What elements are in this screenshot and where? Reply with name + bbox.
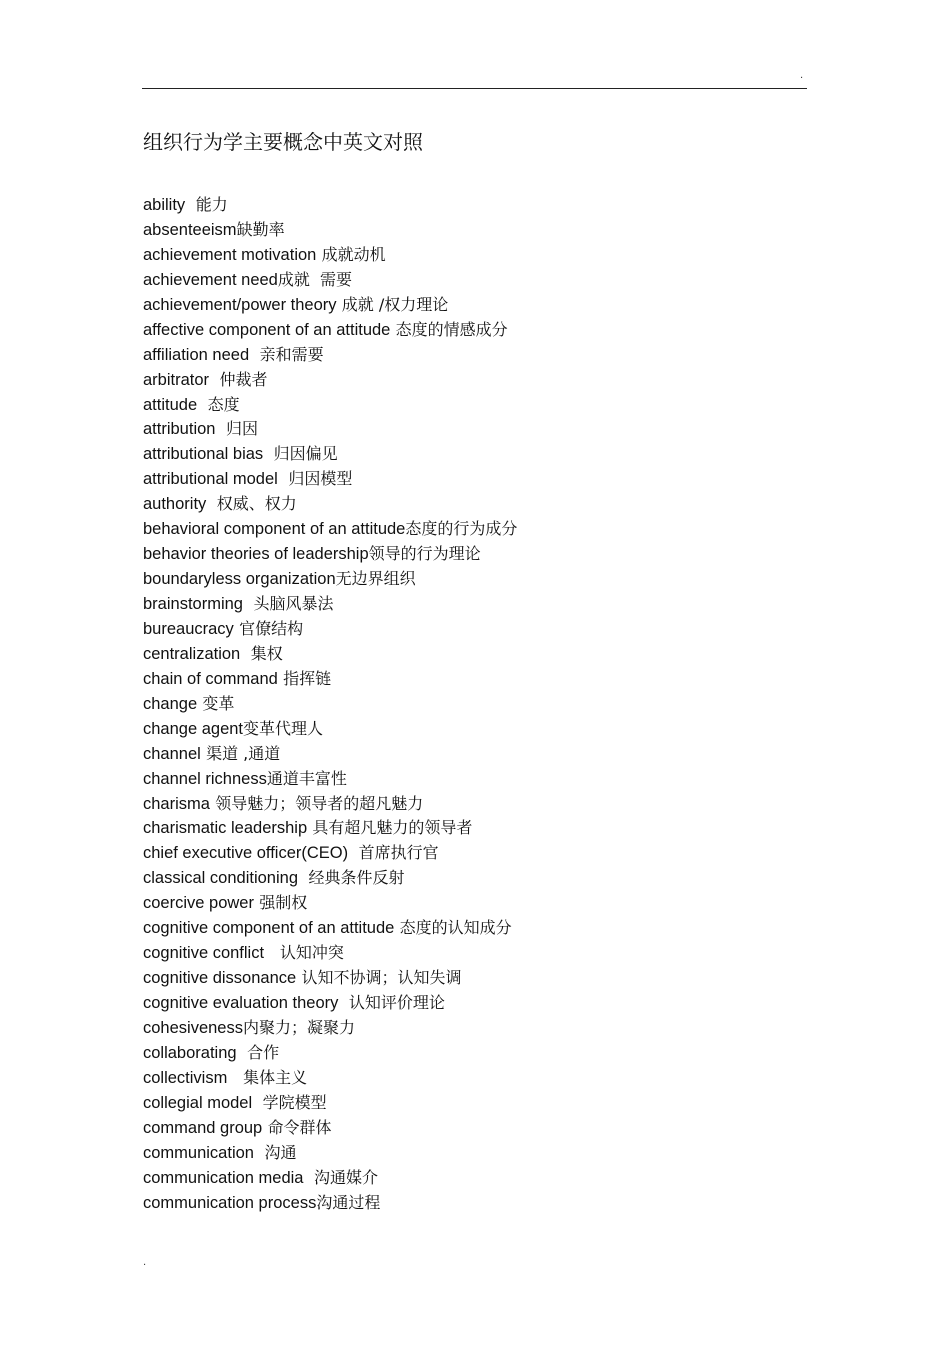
entry-translation: 合作 bbox=[247, 1042, 280, 1062]
entry-term: charismatic leadership bbox=[143, 819, 308, 838]
entry-term: cohesiveness bbox=[143, 1018, 243, 1037]
glossary-entry bbox=[143, 393, 517, 418]
entry-term: behavioral component of an attitude bbox=[143, 520, 406, 539]
glossary-entry bbox=[143, 318, 517, 343]
glossary-entry bbox=[143, 642, 517, 667]
entry-term: affective component of an attitude bbox=[143, 320, 391, 339]
glossary-entry bbox=[143, 517, 517, 542]
glossary-entry bbox=[143, 542, 517, 567]
entry-separator bbox=[197, 395, 208, 414]
header-mark: . bbox=[800, 70, 804, 81]
entry-translation: 领导的行为理论 bbox=[368, 544, 481, 564]
glossary-entry bbox=[143, 243, 517, 268]
entry-term: achievement/power theory bbox=[143, 295, 337, 314]
glossary-entry bbox=[143, 667, 517, 692]
entry-translation: 态度的认知成分 bbox=[399, 918, 512, 938]
entry-separator bbox=[263, 444, 274, 463]
entry-translation: 首席执行官 bbox=[358, 843, 439, 863]
entry-term: authority bbox=[143, 495, 207, 514]
entry-translation: 仲裁者 bbox=[219, 369, 268, 389]
entry-separator bbox=[264, 943, 280, 962]
entry-separator bbox=[304, 1168, 315, 1187]
entry-translation: 成就 /权力理论 bbox=[341, 294, 449, 314]
glossary-entry bbox=[143, 1091, 517, 1116]
entry-translation: 态度的行为成分 bbox=[405, 519, 518, 539]
glossary-entry bbox=[143, 1191, 517, 1216]
entry-translation: 变革 bbox=[202, 693, 235, 713]
entry-term: attribution bbox=[143, 420, 216, 439]
entry-separator bbox=[298, 868, 309, 887]
entry-term: communication bbox=[143, 1143, 254, 1162]
header-rule bbox=[142, 88, 807, 89]
glossary-entry bbox=[143, 717, 517, 742]
entry-term: cognitive evaluation theory bbox=[143, 994, 339, 1012]
entry-translation: 头脑风暴法 bbox=[253, 594, 334, 613]
glossary-entry bbox=[143, 467, 517, 492]
entry-separator bbox=[206, 494, 217, 513]
entry-translation: 渠道 ,通道 bbox=[206, 743, 281, 763]
entry-separator bbox=[249, 345, 260, 364]
entry-separator bbox=[240, 644, 251, 663]
entry-translation: 领导魅力；领导者的超凡魅力 bbox=[215, 793, 424, 813]
footer-mark: . bbox=[143, 1257, 147, 1268]
entry-translation: 缺勤率 bbox=[236, 219, 285, 239]
entry-term: arbitrator bbox=[143, 370, 210, 389]
entry-term: behavior theories of leadership bbox=[143, 545, 369, 564]
entry-separator bbox=[227, 1068, 243, 1087]
entry-term: ability bbox=[143, 196, 186, 214]
glossary-entry bbox=[143, 592, 517, 617]
glossary-entry bbox=[143, 1041, 517, 1066]
entry-translation: 归因模型 bbox=[288, 469, 353, 489]
glossary-entry bbox=[143, 991, 517, 1016]
glossary-entry bbox=[143, 692, 517, 717]
entry-translation: 认知冲突 bbox=[279, 943, 344, 963]
entry-translation: 归因 bbox=[225, 419, 258, 439]
glossary-entry bbox=[143, 417, 517, 442]
entry-separator bbox=[252, 1093, 263, 1112]
document-title: 组织行为学主要概念中英文对照 bbox=[143, 130, 423, 154]
glossary-entry bbox=[143, 866, 517, 891]
entry-translation: 具有超凡魅力的领导者 bbox=[312, 818, 473, 838]
entry-term: achievement motivation bbox=[143, 245, 317, 264]
entry-separator bbox=[243, 594, 254, 613]
entry-term: cognitive conflict bbox=[143, 944, 265, 963]
glossary-entry bbox=[143, 567, 517, 592]
entry-translation: 成就动机 bbox=[321, 244, 386, 264]
entry-translation: 沟通 bbox=[264, 1142, 297, 1162]
entry-term: attributional model bbox=[143, 470, 278, 489]
entry-translation: 亲和需要 bbox=[259, 344, 324, 364]
entry-translation: 认知评价理论 bbox=[348, 993, 445, 1012]
entry-term: command group bbox=[143, 1118, 263, 1137]
entry-term: absenteeism bbox=[143, 220, 237, 239]
entry-term: chief executive officer(CEO) bbox=[143, 844, 349, 863]
glossary-entry bbox=[143, 1166, 517, 1191]
entry-term: channel richness bbox=[143, 769, 267, 788]
entry-term: collegial model bbox=[143, 1093, 253, 1112]
entry-term: centralization bbox=[143, 644, 241, 663]
entry-term: coercive power bbox=[143, 894, 254, 913]
entry-term: chain of command bbox=[143, 669, 278, 688]
entry-term: collectivism bbox=[143, 1068, 228, 1087]
glossary-entry bbox=[143, 966, 517, 991]
entry-term: boundaryless organization bbox=[143, 570, 336, 589]
glossary-entry bbox=[143, 293, 517, 318]
entry-translation: 归因偏见 bbox=[273, 444, 338, 464]
entry-term: change agent bbox=[143, 719, 244, 738]
entry-separator bbox=[348, 843, 359, 862]
entry-term: classical conditioning bbox=[143, 869, 299, 888]
entry-separator bbox=[254, 1143, 265, 1162]
entry-separator bbox=[278, 469, 289, 488]
entry-term: charisma bbox=[143, 794, 210, 813]
entry-translation: 沟通过程 bbox=[316, 1192, 381, 1212]
entry-translation: 成就 需要 bbox=[277, 269, 353, 289]
glossary-entry bbox=[143, 1141, 517, 1166]
entry-separator bbox=[209, 370, 220, 389]
entry-separator bbox=[215, 419, 226, 438]
entry-term: brainstorming bbox=[143, 595, 243, 613]
glossary-entry bbox=[143, 1116, 517, 1141]
entry-translation: 经典条件反射 bbox=[308, 868, 405, 888]
glossary-entry bbox=[143, 941, 517, 966]
entry-term: change bbox=[143, 694, 198, 713]
entry-translation: 认知不协调；认知失调 bbox=[301, 968, 462, 988]
entry-translation: 集权 bbox=[250, 643, 283, 663]
entry-translation: 内聚力；凝聚力 bbox=[242, 1017, 355, 1037]
entry-translation: 沟通媒介 bbox=[314, 1167, 379, 1187]
glossary-entry bbox=[143, 891, 517, 916]
entry-term: collaborating bbox=[143, 1043, 237, 1062]
entry-translation: 官僚结构 bbox=[239, 618, 304, 638]
entry-translation: 变革代理人 bbox=[243, 718, 324, 738]
entry-translation: 通道丰富性 bbox=[266, 768, 347, 788]
entry-translation: 无边界组织 bbox=[335, 569, 416, 589]
entry-separator bbox=[237, 1043, 248, 1062]
entry-term: communication process bbox=[143, 1193, 317, 1212]
entry-separator bbox=[185, 195, 196, 214]
entry-term: channel bbox=[143, 744, 201, 763]
entry-translation: 权威、权力 bbox=[216, 494, 297, 514]
entry-term: bureaucracy bbox=[143, 619, 234, 638]
entry-translation: 集体主义 bbox=[243, 1067, 308, 1087]
glossary-entry bbox=[143, 916, 517, 941]
entry-term: affiliation need bbox=[143, 345, 250, 364]
entry-translation: 指挥链 bbox=[283, 668, 332, 688]
entry-term: attitude bbox=[143, 395, 198, 414]
entry-translation: 强制权 bbox=[259, 893, 308, 913]
glossary-entry bbox=[143, 193, 517, 218]
entry-term: communication media bbox=[143, 1168, 304, 1187]
glossary-entry bbox=[143, 343, 517, 368]
entry-term: attributional bias bbox=[143, 445, 264, 464]
glossary-entry bbox=[143, 492, 517, 517]
glossary-entry bbox=[143, 442, 517, 467]
glossary-entry bbox=[143, 617, 517, 642]
entry-term: achievement need bbox=[143, 270, 278, 289]
entry-term: cognitive component of an attitude bbox=[143, 919, 395, 938]
entry-translation: 学院模型 bbox=[262, 1092, 327, 1112]
entry-translation: 命令群体 bbox=[267, 1117, 332, 1137]
glossary-entry bbox=[143, 218, 517, 243]
glossary-entry bbox=[143, 1016, 517, 1041]
glossary-entry bbox=[143, 816, 517, 841]
entry-separator bbox=[338, 993, 349, 1012]
glossary-entry bbox=[143, 268, 517, 293]
entry-translation: 能力 bbox=[195, 195, 228, 214]
glossary-entry bbox=[143, 1066, 517, 1091]
entry-term: cognitive dissonance bbox=[143, 969, 297, 988]
glossary-entry bbox=[143, 767, 517, 792]
glossary-entry bbox=[143, 368, 517, 393]
glossary-entry bbox=[143, 742, 517, 767]
glossary-entry bbox=[143, 841, 517, 866]
glossary-list bbox=[143, 193, 517, 1215]
glossary-entry bbox=[143, 792, 517, 817]
entry-translation: 态度的情感成分 bbox=[395, 319, 508, 339]
entry-translation: 态度 bbox=[207, 394, 240, 414]
